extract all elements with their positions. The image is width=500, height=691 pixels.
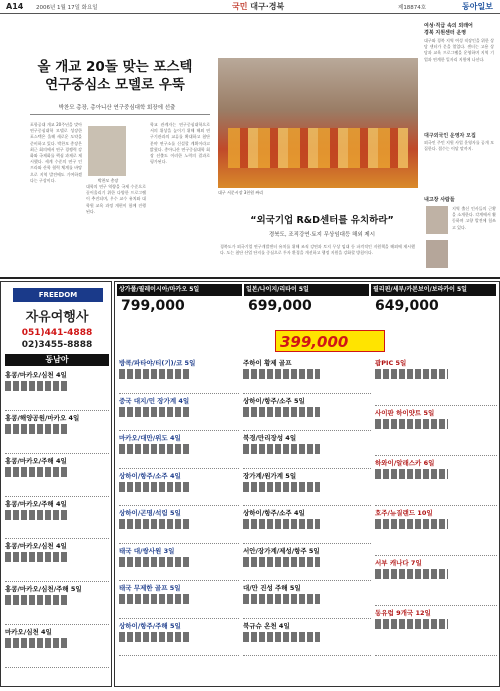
ad-item-price (375, 419, 448, 429)
ad-top-price: 699,000 (248, 298, 312, 314)
ad-brand: FREEDOM (13, 288, 103, 302)
ad-phone2[interactable]: 02)3455-8888 (21, 340, 93, 350)
ad-item-price (119, 519, 191, 529)
ad-item-title: 사이판 하이얏트 5일 (375, 409, 435, 417)
ad-item (5, 627, 109, 668)
section-title: 국민 대구·경북 (232, 2, 285, 11)
ad-item-title: 방콕/파타야/티(기)/코 5일 (119, 359, 196, 367)
ad-item-price (375, 569, 448, 579)
ad-item (243, 583, 371, 619)
people-body: 지역 출신 인사들의 근황을 소개한다. 각계에서 활동하며 고향 발전에 힘쓰고 있다. (452, 206, 496, 230)
portrait-caption: 박찬모 총장 (97, 178, 119, 183)
ad-item (375, 558, 497, 606)
article-body-col3: 학교 관계자는 연구중심대학으로서의 위상을 높이기 위해 해외 연구기관과의 교류를 확대하고 첨단 분야 연구소를 신설할 계획이라고 밝혔다. 총아니산 연구중심대학 회장 선출도 이러한 노력의 결과로 평가된다. (150, 122, 210, 165)
ad-item-title: 홍콩/해양공원/마카오 4일 (5, 413, 80, 422)
ad-left (0, 281, 112, 687)
ad-item-title: 상하이/곤명/석림 5일 (119, 509, 181, 517)
ad-item (375, 358, 497, 406)
ad-item-price (5, 424, 67, 434)
article-byline: 박찬모 총장, 총아니산 연구중심대학 회장에 선출 (58, 105, 176, 111)
ad-item-price (119, 482, 191, 492)
ad-item-price (5, 381, 67, 391)
ad-item (5, 584, 109, 625)
ad-item (119, 508, 239, 544)
article-body-col2: 대학의 연구 역량을 국제 수준으로 끌어올리기 위한 다양한 프로그램이 추진되며, 우수 교수 유치와 대학원 교육 과정 개편이 함께 진행된다. (86, 184, 146, 214)
ad-item-price (243, 519, 320, 529)
ad-top-prices (117, 296, 499, 318)
ad-item (243, 471, 371, 507)
ad-item (243, 358, 371, 394)
ad-item-price (243, 557, 320, 567)
issue-number: 제18874호 (398, 5, 427, 11)
ad-item-price (243, 444, 320, 454)
ad-item-price (243, 594, 320, 604)
ad-item (243, 546, 371, 582)
divider (30, 114, 210, 115)
ad-item-price (243, 407, 320, 417)
ad-item-price (119, 632, 191, 642)
ad-item (119, 546, 239, 582)
ad-item-title: 북규슈 온천 4일 (243, 621, 290, 630)
article-body-col1: 포항공대 개교 20주년을 맞아 연구중심대학 모델로 성장한 포스텍은 올해 새로운 도약을 준비하고 있다. 박찬모 총장은 최근 회의에서 연구 경쟁력 강화와 국제화를 핵심 과제로 제시했다. 세계 수준의 연구 인프라와 산학 협력 체계를 바탕으로 지역 발전에도 기여하겠다는 구상이다. (30, 122, 82, 183)
ad-item-price (375, 619, 448, 629)
ad-item-title: 홍콩/마카오/심천 4일 (5, 371, 67, 379)
sidebar-body: 대구와 경북 지역 여성 직장인을 위한 상담 센터가 문을 열었다. 센터는 고용 상담과 교육 프로그램을 운영하며 지역 기업과 연계한 일자리 지원에 나선다. (424, 38, 494, 62)
ad-item-price (243, 632, 320, 642)
ad-item-title: 홍콩/마카오/심천/주해 5일 (5, 585, 82, 594)
ad-item-title: 홍콩/마카오/주해 4일 (5, 456, 67, 465)
article2-headline: “외국기업 R&D센터를 유치하라” (250, 215, 394, 226)
ad-col-title: 일본/나이지/리타이 5일 (244, 284, 369, 296)
ad-item-title: 홍콩/마카오/심천 4일 (5, 542, 67, 551)
ad-item-price (119, 407, 191, 417)
ad-item-price (5, 467, 67, 477)
ad-item-price (5, 510, 67, 520)
ad-item-title: 상하이/항주/소주 5일 (243, 396, 305, 405)
ad-item (375, 608, 497, 656)
ad-item (5, 499, 109, 540)
ad-top-price: 799,000 (121, 298, 185, 314)
ad-item-price (375, 369, 448, 379)
ad-item-price (243, 482, 320, 492)
ad-item-title: 동유럽 9개국 12일 (375, 609, 431, 617)
ad-item-price (5, 638, 67, 648)
ad-item (375, 508, 497, 556)
ad-item-price (119, 444, 191, 454)
ad-item-price (5, 552, 67, 562)
ad-item-title: 상하이/항주/주해 5일 (119, 621, 181, 630)
ad-item-price (119, 557, 191, 567)
produce-stall (228, 128, 408, 168)
ad-item-title: 서안/장가계/제성/항주 5일 (243, 546, 320, 555)
page-header (0, 0, 500, 14)
sidebar-body2: 외국인 주민 지원 사업 운영자를 공개 모집한다. 접수는 이달 말까지. (424, 140, 494, 152)
ad-item-title: 호주/뉴질랜드 10일 (375, 509, 433, 517)
ad-item (119, 433, 239, 469)
ad-top-price: 649,000 (375, 298, 439, 314)
ad-item-title: 태국 무제한 골프 5일 (119, 584, 181, 592)
market-photo (218, 58, 418, 188)
ad-item-title: 하와이/알래스카 6일 (375, 459, 435, 467)
ad-item-title: 중국 대지/민 장가계 4일 (119, 396, 190, 405)
ad-item-price (119, 369, 191, 379)
article2-subhead: 경북도, 조직강연·토지 무상임대등 해외 제시 (268, 232, 376, 238)
ad-col-title: 필리핀/세부/카본보이/보라카이 5일 (371, 284, 496, 296)
ad-banner: 동남아 (5, 354, 109, 366)
ad-right (114, 281, 500, 687)
sidebar-section: 대구외국인 운영자 모집 (424, 133, 476, 139)
ad-item-title: 대/만 진성 주해 5일 (243, 584, 301, 592)
ad-item-title: 서부 캐나다 7일 (375, 559, 422, 567)
people-title: 내고장 사람들 (424, 197, 455, 203)
person-photo-2 (426, 240, 448, 268)
ad-item (119, 583, 239, 619)
photo-caption: 대구 서문시장 3천원 짜리 (218, 190, 263, 195)
section-mark: 국민 (232, 2, 248, 11)
ad-item (243, 508, 371, 544)
article-headline: 올 개교 20돌 맞는 포스텍 연구중심소 모델로 우뚝 (37, 59, 193, 93)
ad-item (5, 413, 109, 454)
ad-name: 자유여행사 (25, 310, 89, 325)
ad-item-price (375, 519, 448, 529)
ad-item (375, 458, 497, 506)
ad-item (243, 396, 371, 432)
ad-divider (0, 277, 500, 279)
ad-item-title: 마카오/대만/위도 4일 (119, 434, 181, 442)
ad-col-titles (117, 284, 499, 296)
ad-item (119, 396, 239, 432)
ad-item (5, 370, 109, 411)
ad-item-title: 상하이/항주/소주 4일 (119, 471, 181, 480)
ad-item-price (375, 469, 448, 479)
ad-item-title: 장가계/원가계 5일 (243, 471, 297, 480)
sidebar-title: 여성·직급 속의 외래어 경북 지원센터 운영 (424, 23, 473, 36)
portrait-photo (88, 126, 126, 176)
ad-item (5, 541, 109, 582)
issue-date: 2006년 1월 17일 화요일 (36, 5, 98, 11)
ad-phone1[interactable]: 051)441-4888 (21, 328, 93, 338)
ad-item (119, 358, 239, 394)
ad-item-title: 북경/만리장성 4일 (243, 434, 297, 442)
ad-item-title: 괌PIC 5일 (375, 359, 407, 367)
ad-item-price (5, 595, 67, 605)
article2-body: 경북도가 외국기업 연구개발센터 유치를 위해 조직 강연과 토지 무상 임대 등 파격적인 지원책을 해외에 제시했다. 도는 첨단 산업 단지를 중심으로 투자 환경을 개선하고 행정 지원을 강화할 방침이다. (220, 244, 415, 256)
highlight-price: 399,000 (280, 333, 349, 351)
ad-item-title: 태국 대/쌍사원 3일 (119, 546, 175, 555)
price-highlight (275, 330, 385, 352)
ad-item-title: 주하이 황제 골프 (243, 359, 292, 367)
page-number: A14 (6, 2, 24, 11)
ad-item-title: 마카오/심천 4일 (5, 628, 52, 637)
ad-item-title: 상하이/항주/소주 4일 (243, 509, 305, 517)
ad-item (119, 621, 239, 657)
ad-item-price (243, 369, 320, 379)
newspaper-logo: 동아일보 (462, 2, 493, 11)
ad-item (243, 621, 371, 657)
ad-item (119, 471, 239, 507)
ad-col-title: 상가폴/필레이시아/마카오 5일 (117, 284, 242, 296)
ad-item-title: 홍콩/마카오/주해 4일 (5, 499, 67, 508)
ad-item (375, 408, 497, 456)
ad-item (243, 433, 371, 469)
person-photo-1 (426, 206, 448, 234)
ad-item-price (119, 594, 191, 604)
ad-item (5, 456, 109, 497)
